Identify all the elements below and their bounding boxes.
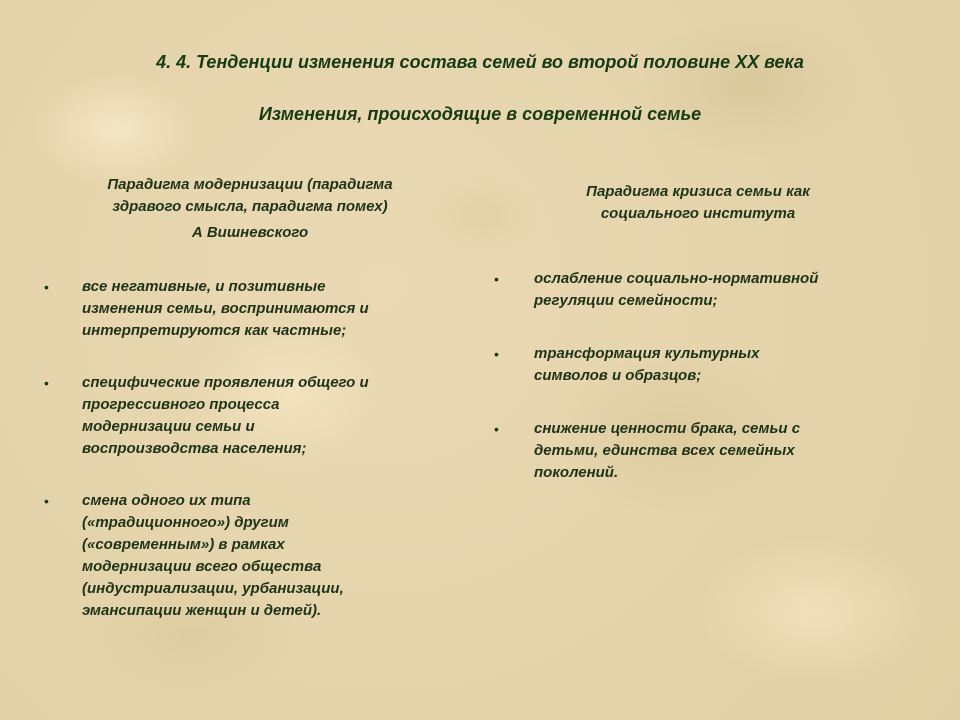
bullet-marker: • xyxy=(494,346,499,362)
right-heading-line: социального института xyxy=(600,205,796,222)
bullet-line: символов и образцов; xyxy=(534,367,702,384)
bullet-line: все негативные, и позитивные xyxy=(82,278,326,295)
left-heading-line: здравого смысла, парадигма помех) xyxy=(112,198,388,215)
bullet-line: воспроизводства населения; xyxy=(82,440,307,457)
bullet-line: («традиционного») другим xyxy=(82,514,289,531)
bullet-text xyxy=(82,490,422,622)
bullet-line: интерпретируются как частные; xyxy=(82,322,347,339)
bullet-line: эмансипации женщин и детей). xyxy=(82,602,322,619)
slide-title: 4. 4. Тенденции изменения состава семей во второй половине XX века xyxy=(156,52,804,72)
right-column-heading xyxy=(488,181,908,225)
bullet-line: модернизации всего общества xyxy=(82,558,322,575)
bullet-marker: • xyxy=(44,375,49,391)
slide-subtitle: Изменения, происходящие в современной семье xyxy=(258,104,702,124)
bullet-line: прогрессивного процесса xyxy=(82,396,280,413)
bullet-line: специфические проявления общего и xyxy=(82,374,369,391)
bullet-line: («современным») в рамках xyxy=(82,536,285,553)
left-heading-line: Парадигма модернизации (парадигма xyxy=(107,176,393,193)
bullet-line: поколений. xyxy=(534,464,619,481)
bullet-line: смена одного их типа xyxy=(82,492,251,509)
bullet-text xyxy=(82,276,422,342)
bullet-line: модернизации семьи и xyxy=(82,418,255,435)
bullet-text xyxy=(534,418,894,484)
bullet-line: изменения семьи, воспринимаются и xyxy=(82,300,369,317)
bullet-line: (индустриализации, урбанизации, xyxy=(82,580,344,597)
bullet-text xyxy=(82,372,422,460)
bullet-line: регуляции семейности; xyxy=(534,292,718,309)
bullet-text xyxy=(534,343,894,387)
left-column-heading xyxy=(40,174,460,244)
bullet-text xyxy=(534,268,894,312)
left-heading-author: А Вишневского xyxy=(191,224,309,241)
bullet-line: ослабление социально-нормативной xyxy=(534,270,819,287)
bullet-marker: • xyxy=(494,271,499,287)
bullet-line: снижение ценности брака, семьи с xyxy=(534,420,801,437)
bullet-marker: • xyxy=(494,421,499,437)
bullet-marker: • xyxy=(44,279,49,295)
bullet-line: трансформация культурных xyxy=(534,345,760,362)
bullet-marker: • xyxy=(44,493,49,509)
right-heading-line: Парадигма кризиса семьи как xyxy=(586,183,810,200)
bullet-line: детьми, единства всех семейных xyxy=(534,442,795,459)
